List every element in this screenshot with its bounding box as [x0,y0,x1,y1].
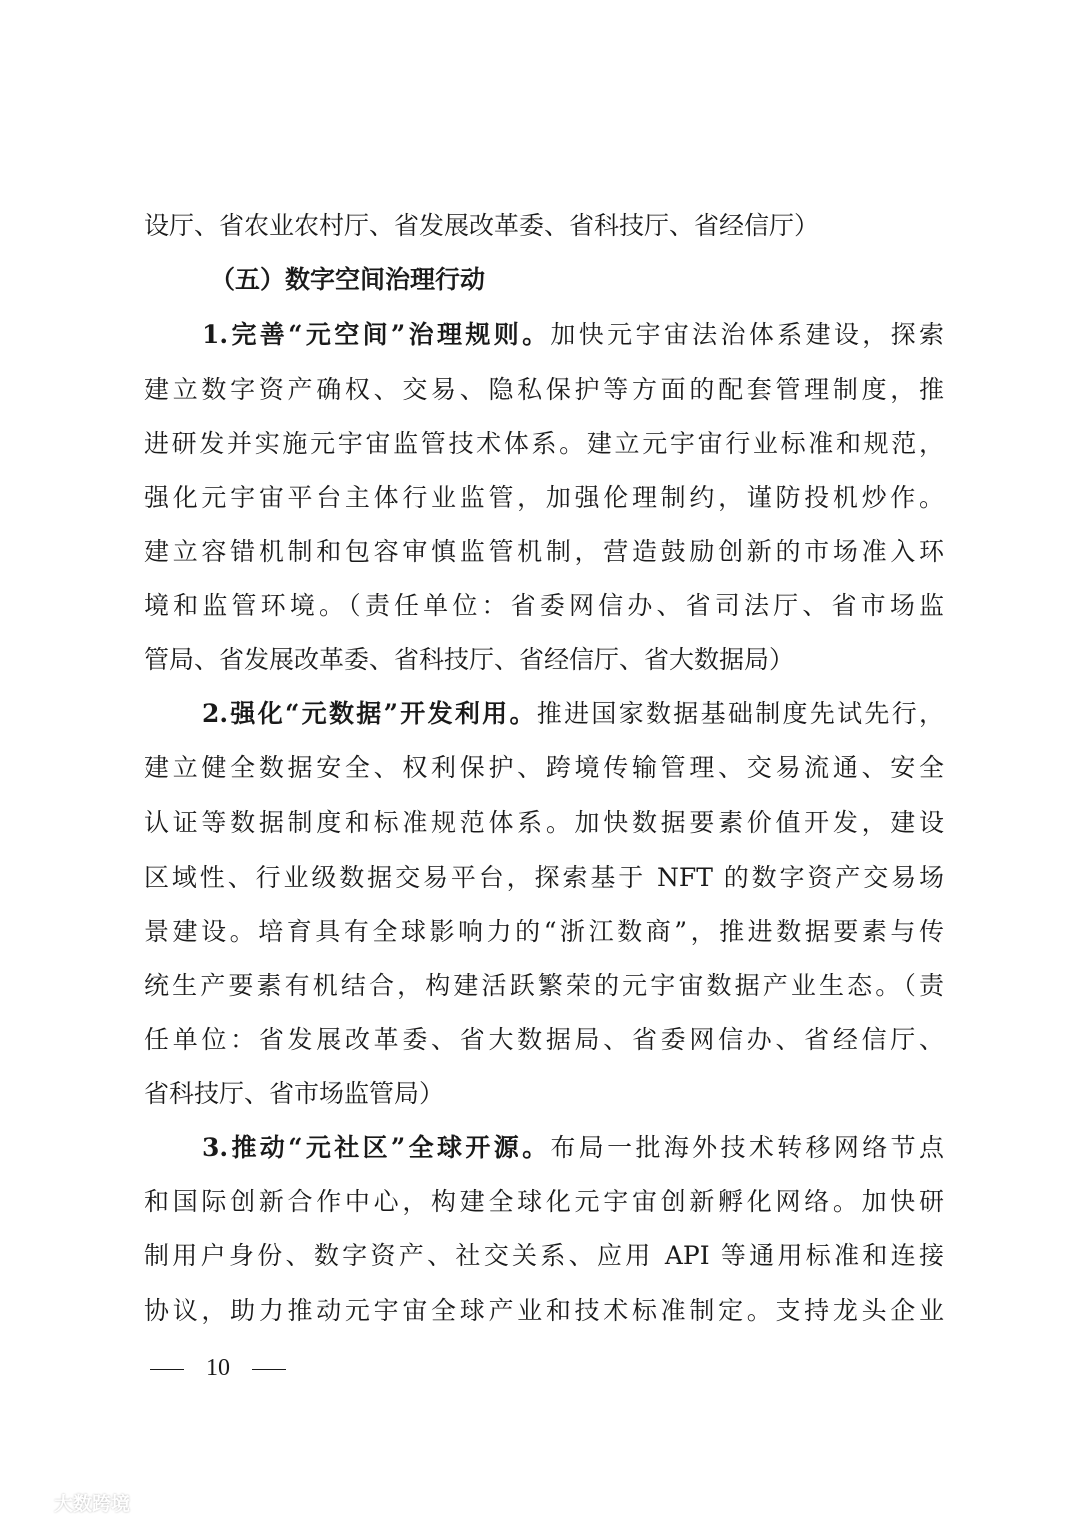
page-number: 10 [206,1355,230,1381]
text-line-20: 协议，助力推动元宇宙全球产业和技术标准制定。支持龙头企业 [144,1296,944,1325]
weibo-style-logo-icon [8,1491,48,1513]
page-number-dash-left [150,1369,184,1370]
text-line-8: 管局、省发展改革委、省科技厅、省经信厅、省大数据局） [144,645,795,674]
text-line-16: 省科技厅、省市场监管局） [144,1079,445,1108]
paragraph-3-lead-rest: 布局一批海外技术转移网络节点 [550,1133,944,1162]
text-line-1: 设厅、省农业农村厅、省发展改革委、省科技厅、省经信厅） [144,211,820,240]
section-heading: （五）数字空间治理行动 [210,265,486,294]
text-line-14: 统生产要素有机结合，构建活跃繁荣的元宇宙数据产业生态。（责 [144,971,944,1000]
text-line-15: 任单位：省发展改革委、省大数据局、省委网信办、省经信厅、 [144,1025,944,1054]
text-line-18: 和国际创新合作中心，构建全球化元宇宙创新孵化网络。加快研 [144,1187,944,1216]
text-line-19: 制用户身份、数字资产、社交关系、应用 API 等通用标准和连接 [144,1241,944,1270]
text-line-13: 景建设。培育具有全球影响力的“浙江数商”，推进数据要素与传 [144,917,944,946]
text-line-4: 进研发并实施元宇宙监管技术体系。建立元宇宙行业标准和规范， [144,429,944,458]
text-line-5: 强化元宇宙平台主体行业监管，加强伦理制约，谨防投机炒作。 [144,483,944,512]
paragraph-3-lead: 3.推动“元社区”全球开源。 [202,1133,551,1162]
paragraph-2-first-line [202,692,944,736]
paragraph-1-lead-rest: 加快元宇宙法治体系建设，探索 [550,320,944,349]
watermark-text: 大数跨境 [54,1492,131,1515]
paragraph-1-lead: 1.完善“元空间”治理规则。 [202,320,551,349]
paragraph-3-first-line [202,1126,944,1170]
text-line-6: 建立容错机制和包容审慎监管机制，营造鼓励创新的市场准入环 [144,537,944,566]
text-line-12: 区域性、行业级数据交易平台，探索基于 NFT 的数字资产交易场 [144,863,944,892]
page-number-dash-right [252,1369,286,1370]
text-line-7: 境和监管环境。（责任单位：省委网信办、省司法厅、省市场监 [144,591,944,620]
paragraph-1-first-line [202,313,944,357]
watermark [8,1488,130,1516]
text-line-11: 认证等数据制度和标准规范体系。加快数据要素价值开发，建设 [144,808,944,837]
paragraph-2-lead: 2.强化“元数据”开发利用。 [202,699,537,728]
text-line-3: 建立数字资产确权、交易、隐私保护等方面的配套管理制度，推 [144,375,944,404]
paragraph-2-lead-rest: 推进国家数据基础制度先试先行， [536,699,944,728]
page-footer [150,1348,286,1388]
text-line-10: 建立健全数据安全、权利保护、跨境传输管理、交易流通、安全 [144,753,944,782]
